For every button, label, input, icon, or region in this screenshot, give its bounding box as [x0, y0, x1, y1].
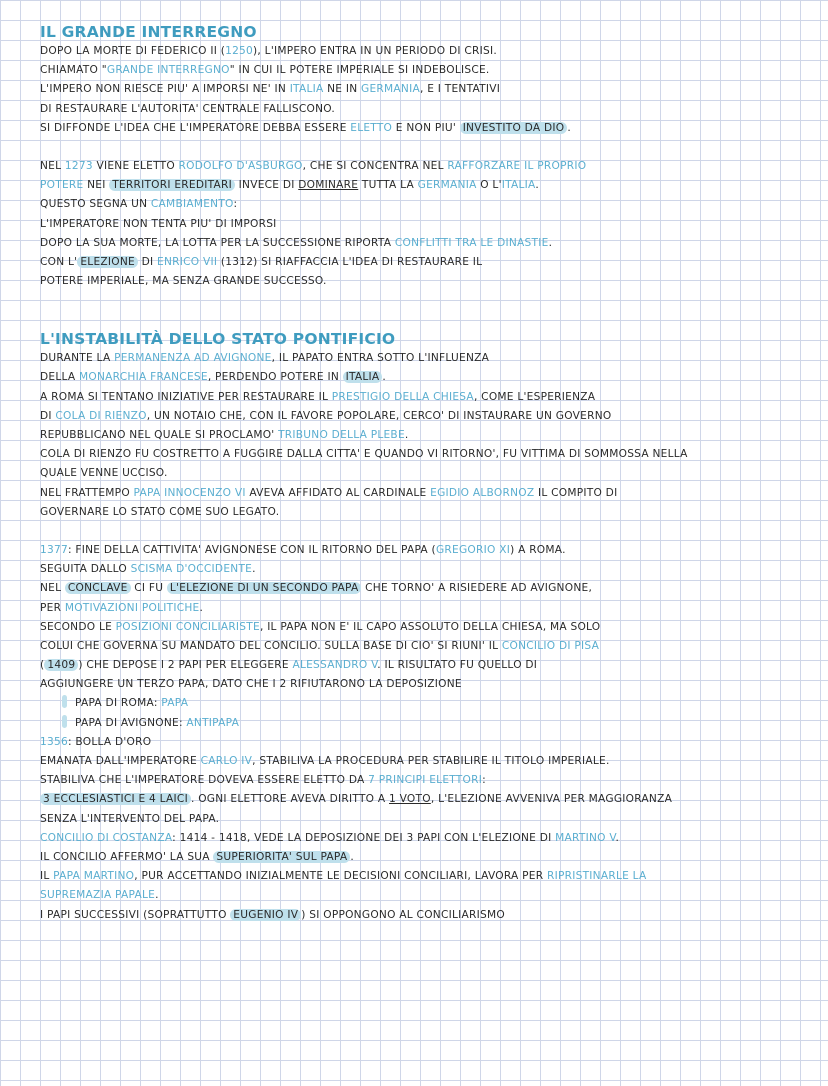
- note-text: DURANTE LA: [40, 352, 115, 365]
- keyword-text: CAMBIAMENTO: [150, 198, 234, 211]
- note-text: ) CHE DEPOSE I 2 PAPI PER ELEGGERE: [78, 659, 293, 672]
- keyword-text: 1377: [40, 543, 68, 556]
- note-line: [40, 157, 812, 176]
- note-text: :: [482, 774, 486, 787]
- note-text: .: [382, 371, 387, 384]
- note-text: .: [548, 236, 553, 249]
- keyword-text: CONCILIO DI PISA: [501, 639, 600, 652]
- note-text: . IL RISULTATO FU QUELLO DI: [377, 659, 538, 672]
- section-interregno-body: [40, 42, 812, 291]
- note-line: [40, 906, 812, 925]
- keyword-text: 7 PRINCIPI ELETTORI: [368, 774, 483, 787]
- note-line: [40, 195, 812, 214]
- note-text: NEL FRATTEMPO: [40, 486, 134, 499]
- note-line: [40, 503, 812, 522]
- note-text: : BOLLA D'ORO: [67, 735, 152, 748]
- note-text: POTERE IMPERIALE, MA SENZA GRANDE SUCCESSO.: [40, 275, 327, 288]
- keyword-text: CARLO IV: [200, 755, 253, 767]
- note-text: O L': [476, 179, 502, 192]
- note-line: [40, 714, 812, 733]
- note-text: , L'ELEZIONE AVVENIVA PER MAGGIORANZA: [430, 793, 673, 806]
- keyword-text: RAFFORZARE IL PROPRIO: [447, 159, 587, 172]
- note-text: , CHE SI CONCENTRA NEL: [302, 159, 448, 172]
- note-text: , PUR ACCETTANDO INIZIALMENTE LE DECISIONI CONCILIARI, LAVORA PER: [134, 870, 547, 883]
- highlighted-text: TERRITORI EREDITARI: [109, 179, 235, 191]
- note-line: [40, 579, 812, 598]
- note-text: .: [567, 121, 572, 134]
- keyword-text: SCISMA D'OCCIDENTE: [130, 563, 253, 576]
- note-text: " IN CUI IL POTERE IMPERIALE SI INDEBOLISCE.: [229, 64, 490, 77]
- note-text: (: [40, 659, 45, 672]
- section-title-stato-pontificio: L'INSTABILITÀ DELLO STATO PONTIFICIO: [40, 330, 396, 349]
- note-text: .: [199, 601, 204, 614]
- note-text: CI FU: [130, 582, 167, 595]
- note-text: .: [404, 429, 409, 441]
- note-text: DI: [137, 255, 158, 268]
- note-line: [40, 426, 812, 445]
- note-line: [40, 618, 812, 637]
- note-line: [40, 656, 812, 675]
- note-text: , PERDENDO POTERE IN: [207, 371, 343, 384]
- note-text: DELLA: [40, 371, 80, 384]
- blank-line: [40, 138, 812, 157]
- note-text: SI DIFFONDE L'IDEA CHE L'IMPERATORE DEBBA ESSERE: [40, 121, 351, 134]
- section-title-interregno: IL GRANDE INTERREGNO: [40, 23, 257, 41]
- note-line: [40, 176, 812, 195]
- section-stato-pontificio-body: [40, 349, 812, 924]
- note-text: NE IN: [323, 83, 362, 96]
- highlighted-text: 1409: [44, 659, 78, 671]
- note-line: [40, 848, 812, 867]
- keyword-text: POTERE: [40, 179, 84, 192]
- keyword-text: RODOLFO D'ASBURGO: [178, 159, 303, 172]
- keyword-text: CONCILIO DI COSTANZA: [40, 831, 173, 844]
- note-line: [40, 368, 812, 387]
- note-text: SENZA L'INTERVENTO DEL PAPA.: [40, 812, 220, 825]
- note-line: [40, 253, 812, 272]
- note-text: , COME L'ESPERIENZA: [473, 390, 596, 403]
- keyword-text: RIPRISTINARLE LA: [546, 870, 647, 883]
- note-line: [40, 484, 812, 503]
- section-gap: [40, 291, 812, 329]
- note-line: [40, 42, 812, 61]
- highlighted-text: ITALIA: [343, 371, 383, 383]
- note-line: [40, 694, 812, 713]
- keyword-text: ANTIPAPA: [186, 716, 240, 729]
- keyword-text: GRANDE INTERREGNO: [106, 64, 230, 77]
- note-text: PER: [40, 601, 65, 614]
- note-line: [40, 733, 812, 752]
- note-line: [40, 810, 812, 829]
- bullet-marker-icon: [62, 695, 67, 708]
- note-line: [40, 541, 812, 560]
- keyword-text: ITALIA: [501, 179, 536, 192]
- note-text: , UN NOTAIO CHE, CON IL FAVORE POPOLARE, CERCO' DI INSTAURARE UN GOVERNO: [146, 409, 612, 422]
- keyword-text: MOTIVAZIONI POLITICHE: [64, 601, 200, 614]
- note-text: 1 VOTO: [389, 793, 431, 806]
- note-text: AVEVA AFFIDATO AL CARDINALE: [245, 486, 431, 499]
- keyword-text: GREGORIO XI: [435, 543, 511, 556]
- note-text: .: [155, 889, 159, 902]
- note-text: IL COMPITO DI: [534, 486, 618, 499]
- note-text: DOMINARE: [298, 179, 359, 192]
- keyword-text: PERMANENZA AD AVIGNONE: [114, 352, 272, 365]
- highlighted-text: ELEZIONE: [77, 256, 138, 268]
- blank-line: [40, 522, 812, 541]
- note-text: A ROMA SI TENTANO INIZIATIVE PER RESTAURARE IL: [40, 390, 332, 403]
- keyword-text: MARTINO V: [555, 831, 616, 844]
- highlighted-text: SUPERIORITA' SUL PAPA: [213, 851, 350, 863]
- note-text: : FINE DELLA CATTIVITA' AVIGNONESE CON IL RITORNO DEL PAPA (: [67, 543, 436, 556]
- note-text: PAPA DI ROMA:: [75, 697, 162, 710]
- note-text: NEI: [83, 179, 110, 192]
- note-text: CHIAMATO ": [40, 64, 107, 77]
- note-text: , STABILIVA LA PROCEDURA PER STABILIRE IL TITOLO IMPERIALE.: [252, 755, 610, 767]
- note-text: SEGUITA DALLO: [40, 563, 131, 576]
- note-line: [40, 407, 812, 426]
- note-text: TUTTA LA: [358, 179, 418, 192]
- note-text: COLUI CHE GOVERNA SU MANDATO DEL CONCILIO. SULLA BASE DI CIO' SI RIUNI' IL: [40, 639, 502, 652]
- keyword-text: SUPREMAZIA PAPALE: [40, 889, 156, 902]
- highlighted-text: L'ELEZIONE DI UN SECONDO PAPA: [167, 582, 362, 594]
- keyword-text: PAPA: [161, 697, 189, 710]
- note-text: REPUBBLICANO NEL QUALE SI PROCLAMO': [40, 429, 279, 441]
- note-text: QUALE VENNE UCCISO.: [40, 467, 168, 480]
- note-text: VIENE ELETTO: [92, 159, 179, 172]
- note-line: [40, 599, 812, 618]
- keyword-text: EGIDIO ALBORNOZ: [430, 486, 535, 499]
- note-line: [40, 752, 812, 771]
- highlighted-text: CONCLAVE: [65, 582, 131, 594]
- note-text: , IL PAPA NON E' IL CAPO ASSOLUTO DELLA CHIESA, MA SOLO: [259, 620, 601, 633]
- note-text: CHE TORNO' A RISIEDERE AD AVIGNONE,: [361, 582, 593, 595]
- note-text: NEL: [40, 582, 65, 595]
- keyword-text: CONFLITTI TRA LE DINASTIE: [394, 236, 549, 249]
- note-text: GOVERNARE LO STATO COME SUO LEGATO.: [40, 505, 280, 518]
- keyword-text: GERMANIA: [417, 179, 477, 192]
- note-line: [40, 790, 812, 809]
- highlighted-text: EUGENIO IV: [230, 909, 301, 921]
- keyword-text: TRIBUNO DELLA PLEBE: [278, 429, 405, 441]
- keyword-text: PRESTIGIO DELLA CHIESA: [331, 390, 474, 403]
- note-text: , IL PAPATO ENTRA SOTTO L'INFLUENZA: [271, 352, 490, 365]
- note-line: [40, 637, 812, 656]
- bullet-marker-icon: [62, 715, 67, 728]
- note-text: , E I TENTATIVI: [419, 83, 501, 96]
- note-text: :: [233, 198, 238, 211]
- keyword-text: GERMANIA: [361, 83, 420, 96]
- keyword-text: ITALIA: [289, 83, 324, 96]
- note-line: [40, 771, 812, 790]
- note-text: COLA DI RIENZO FU COSTRETTO A FUGGIRE DALLA CITTA' E QUANDO VI RITORNO', FU VITTIMA DI SOMMOSSA NELLA: [40, 448, 688, 461]
- note-text: DOPO LA MORTE DI FEDERICO II (: [40, 45, 226, 57]
- note-line: [40, 886, 812, 905]
- note-text: ) A ROMA.: [510, 543, 566, 556]
- note-text: .: [615, 831, 620, 844]
- keyword-text: 1250: [225, 45, 254, 57]
- note-text: CON L': [40, 255, 78, 268]
- note-text: INVECE DI: [235, 179, 299, 192]
- note-text: .: [350, 850, 355, 863]
- keyword-text: ENRICO VII: [157, 255, 218, 268]
- note-line: [40, 445, 812, 464]
- note-line: [40, 829, 812, 848]
- highlighted-text: 3 ECCLESIASTICI E 4 LAICI: [40, 793, 191, 805]
- note-text: SECONDO LE: [40, 620, 116, 633]
- note-line: [40, 464, 812, 483]
- note-text: DI: [40, 409, 56, 422]
- note-text: NEL: [40, 159, 65, 172]
- note-text: L'IMPERATORE NON TENTA PIU' DI IMPORSI: [40, 217, 277, 230]
- note-text: STABILIVA CHE L'IMPERATORE DOVEVA ESSERE ELETTO DA: [40, 774, 369, 787]
- note-line: [40, 349, 812, 368]
- note-text: ) SI OPPONGONO AL CONCILIARISMO: [301, 908, 505, 921]
- keyword-text: 1273: [64, 159, 93, 172]
- note-text: I PAPI SUCCESSIVI (SOPRATTUTTO: [40, 908, 231, 921]
- note-text: .: [535, 179, 539, 192]
- note-line: [40, 388, 812, 407]
- note-text: EMANATA DALL'IMPERATORE: [40, 755, 201, 767]
- note-line: [40, 272, 812, 291]
- note-text: E NON PIU': [392, 121, 460, 134]
- note-text: ), L'IMPERO ENTRA IN UN PERIODO DI CRISI.: [253, 45, 498, 57]
- notes-content: [40, 22, 812, 925]
- note-line: [40, 119, 812, 138]
- note-line: [40, 61, 812, 80]
- note-line: [40, 867, 812, 886]
- note-text: : 1414 - 1418, VEDE LA DEPOSIZIONE DEI 3 PAPI CON L'ELEZIONE DI: [172, 831, 556, 844]
- keyword-text: MONARCHIA FRANCESE: [79, 371, 208, 384]
- keyword-text: COLA DI RIENZO: [55, 409, 147, 422]
- note-text: .: [252, 563, 256, 576]
- note-line: [40, 215, 812, 234]
- note-line: [40, 100, 812, 119]
- note-line: [40, 234, 812, 253]
- note-text: PAPA DI AVIGNONE:: [75, 716, 187, 729]
- highlighted-text: INVESTITO DA DIO: [460, 122, 568, 134]
- note-text: (1312) SI RIAFFACCIA L'IDEA DI RESTAURARE IL: [217, 255, 483, 268]
- note-text: . OGNI ELETTORE AVEVA DIRITTO A: [190, 793, 389, 806]
- note-text: AGGIUNGERE UN TERZO PAPA, DATO CHE I 2 RIFIUTARONO LA DEPOSIZIONE: [40, 678, 462, 691]
- keyword-text: POSIZIONI CONCILIARISTE: [115, 620, 260, 633]
- note-text: L'IMPERO NON RIESCE PIU' A IMPORSI NE' IN: [40, 83, 290, 96]
- keyword-text: ELETTO: [350, 121, 393, 134]
- keyword-text: ALESSANDRO V: [292, 659, 378, 672]
- note-text: DOPO LA SUA MORTE, LA LOTTA PER LA SUCCESSIONE RIPORTA: [40, 236, 395, 249]
- note-line: [40, 675, 812, 694]
- keyword-text: 1356: [40, 735, 68, 748]
- note-text: IL: [40, 870, 54, 883]
- note-text: IL CONCILIO AFFERMO' LA SUA: [40, 850, 214, 863]
- note-line: [40, 80, 812, 99]
- keyword-text: PAPA INNOCENZO VI: [133, 486, 246, 499]
- note-line: [40, 560, 812, 579]
- keyword-text: PAPA MARTINO: [53, 870, 135, 883]
- note-text: QUESTO SEGNA UN: [40, 198, 151, 211]
- note-text: DI RESTAURARE L'AUTORITA' CENTRALE FALLISCONO.: [40, 102, 336, 115]
